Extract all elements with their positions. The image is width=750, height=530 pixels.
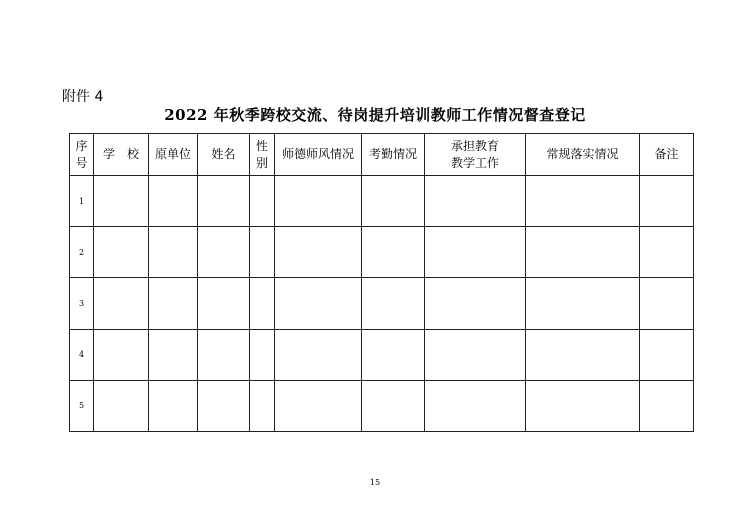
cell-name[interactable] [198, 227, 250, 278]
cell-attendance[interactable] [362, 176, 425, 227]
cell-ethics[interactable] [275, 278, 362, 329]
page-number: 15 [369, 478, 381, 487]
cell-gender[interactable] [250, 278, 275, 329]
cell-attendance[interactable] [362, 380, 425, 431]
table-row [70, 329, 694, 380]
cell-original-unit[interactable] [149, 176, 198, 227]
cell-name[interactable] [198, 176, 250, 227]
cell-teaching-work[interactable] [425, 329, 526, 380]
cell-gender[interactable] [250, 176, 275, 227]
header-row [70, 134, 694, 176]
registration-table [69, 133, 694, 432]
cell-original-unit[interactable] [149, 329, 198, 380]
cell-routine[interactable] [526, 176, 640, 227]
cell-remarks[interactable] [640, 380, 694, 431]
row-index: 4 [70, 329, 94, 380]
cell-ethics[interactable] [275, 176, 362, 227]
cell-original-unit[interactable] [149, 380, 198, 431]
cell-school[interactable] [94, 176, 149, 227]
header-school: 学 校 [94, 134, 149, 176]
table-row [70, 227, 694, 278]
cell-gender[interactable] [250, 380, 275, 431]
row-index: 3 [70, 278, 94, 329]
header-gender: 性 别 [250, 134, 275, 176]
cell-ethics[interactable] [275, 227, 362, 278]
header-name: 姓名 [198, 134, 250, 176]
cell-original-unit[interactable] [149, 278, 198, 329]
header-original-unit: 原单位 [149, 134, 198, 176]
header-ethics: 师德师风情况 [275, 134, 362, 176]
cell-gender[interactable] [250, 227, 275, 278]
cell-teaching-work[interactable] [425, 176, 526, 227]
cell-attendance[interactable] [362, 278, 425, 329]
cell-name[interactable] [198, 278, 250, 329]
cell-school[interactable] [94, 227, 149, 278]
cell-original-unit[interactable] [149, 227, 198, 278]
cell-school[interactable] [94, 380, 149, 431]
cell-routine[interactable] [526, 227, 640, 278]
cell-attendance[interactable] [362, 227, 425, 278]
table-row [70, 380, 694, 431]
cell-attendance[interactable] [362, 329, 425, 380]
cell-name[interactable] [198, 380, 250, 431]
attachment-label: 附件 4 [62, 89, 104, 105]
cell-gender[interactable] [250, 329, 275, 380]
cell-ethics[interactable] [275, 329, 362, 380]
cell-remarks[interactable] [640, 176, 694, 227]
cell-remarks[interactable] [640, 227, 694, 278]
header-seq: 序 号 [70, 134, 94, 176]
header-teaching-work: 承担教育 教学工作 [425, 134, 526, 176]
cell-teaching-work[interactable] [425, 227, 526, 278]
cell-school[interactable] [94, 278, 149, 329]
cell-name[interactable] [198, 329, 250, 380]
header-remarks: 备注 [640, 134, 694, 176]
row-index: 2 [70, 227, 94, 278]
cell-school[interactable] [94, 329, 149, 380]
cell-remarks[interactable] [640, 329, 694, 380]
row-index: 5 [70, 380, 94, 431]
cell-ethics[interactable] [275, 380, 362, 431]
cell-teaching-work[interactable] [425, 380, 526, 431]
table-row [70, 176, 694, 227]
table-row [70, 278, 694, 329]
cell-routine[interactable] [526, 278, 640, 329]
header-routine: 常规落实情况 [526, 134, 640, 176]
header-attendance: 考勤情况 [362, 134, 425, 176]
row-index: 1 [70, 176, 94, 227]
cell-routine[interactable] [526, 329, 640, 380]
cell-remarks[interactable] [640, 278, 694, 329]
document-title: 2022 年秋季跨校交流、待岗提升培训教师工作情况督查登记 [164, 106, 586, 124]
cell-routine[interactable] [526, 380, 640, 431]
cell-teaching-work[interactable] [425, 278, 526, 329]
